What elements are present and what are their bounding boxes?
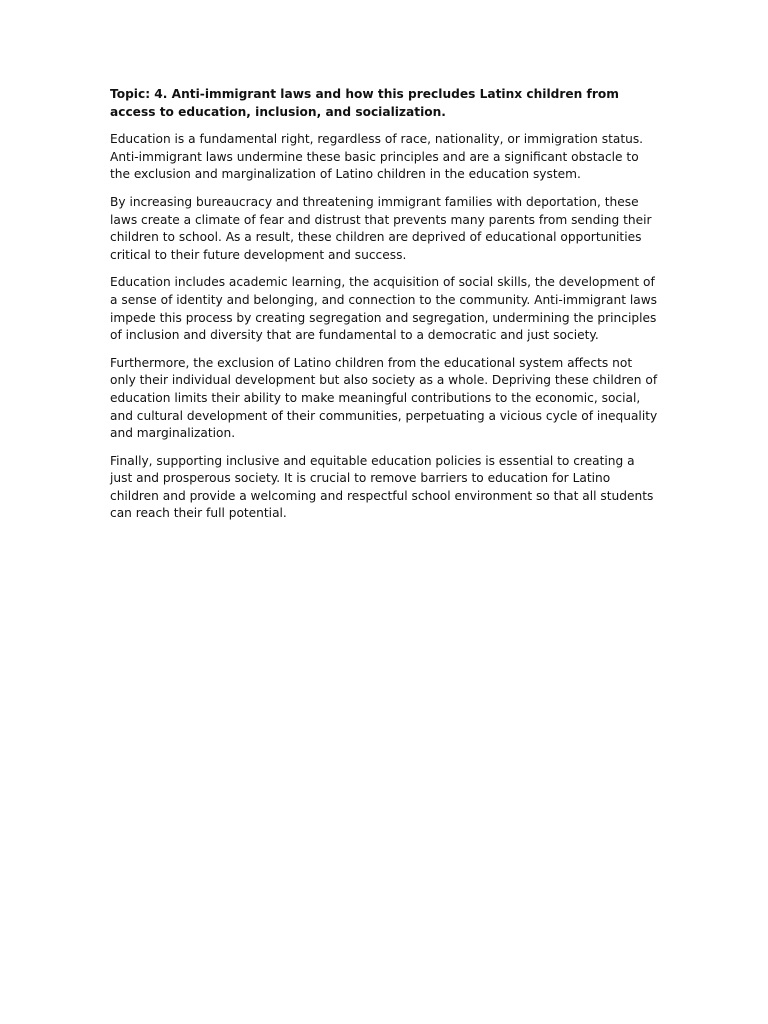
paragraph-5: Finally, supporting inclusive and equitable education policies is essential to creating a just and prosperous society. It is crucial to remove barriers to education for Latino children and provide a welcoming and respectful school environment so that all students can reach their full potential.: [110, 453, 654, 521]
document-page: [110, 86, 658, 533]
paragraph-1: Education is a fundamental right, regardless of race, nationality, or immigration status. Anti-immigrant laws undermine these basic principles and are a significant obstacle to the exclusion and marginalization of Latino children in the education system.: [110, 132, 644, 182]
paragraph-2: By increasing bureaucracy and threatening immigrant families with deportation, these laws create a climate of fear and distrust that prevents many parents from sending their children to school. As a result, these children are deprived of educational opportunities critical to their future development and success.: [110, 194, 652, 262]
document-title: Topic: 4. Anti-immigrant laws and how this precludes Latinx children from access to education, inclusion, and socialization.: [110, 87, 619, 119]
paragraph-3: Education includes academic learning, the acquisition of social skills, the development of a sense of identity and belonging, and connection to the community. Anti-immigrant laws impede this process by creating segregation and segregation, undermining the principles of inclusion and diversity that are fundamental to a democratic and just society.: [110, 275, 658, 343]
paragraph-4: Furthermore, the exclusion of Latino children from the educational system affects not only their individual development but also society as a whole. Depriving these children of education limits their ability to make meaningful contributions to the economic, social, and cultural development of their communities, perpetuating a vicious cycle of inequality and marginalization.: [110, 355, 658, 441]
